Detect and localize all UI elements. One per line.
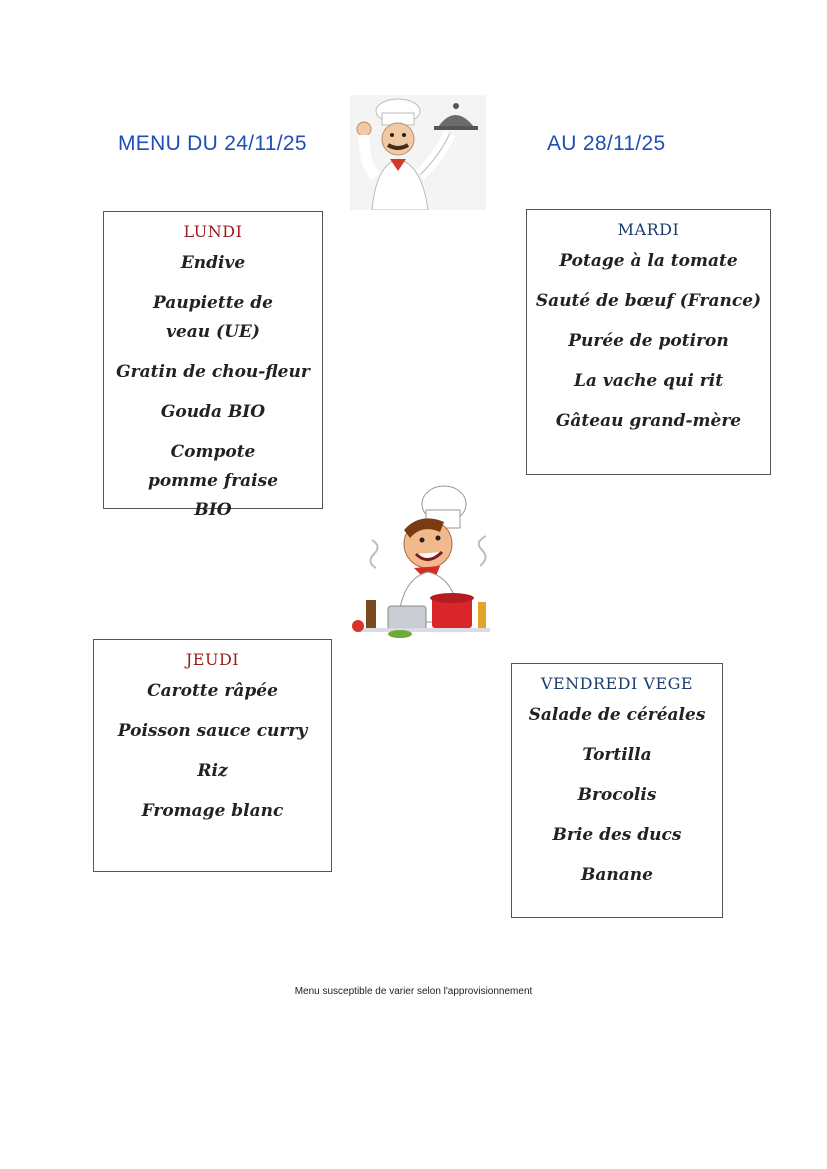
chef-cooking-illustration [340, 482, 505, 647]
menu-title-right: AU 28/11/25 [547, 132, 666, 155]
day-card-mardi [526, 209, 771, 475]
dish-item: Brocolis [577, 785, 657, 805]
dish-item: Brie des ducs [552, 825, 682, 845]
dish-item: Riz [197, 761, 228, 781]
dish-item: Banane [581, 865, 653, 885]
day-card-lundi [103, 211, 323, 520]
chef-cloche-illustration [350, 95, 486, 210]
dish-item: Potage à la tomate [559, 251, 738, 271]
dish-item: Tortilla [582, 745, 652, 765]
dish-item: La vache qui rit [573, 371, 724, 391]
day-title-jeudi: JEUDI [185, 650, 240, 669]
supply-disclaimer: Menu susceptible de varier selon l'approvisionnement [294, 986, 533, 997]
dish-item: Compote pomme fraise BIO [147, 442, 279, 520]
dish-item: Poisson sauce curry [117, 721, 308, 741]
dish-item: Gratin de chou-fleur [116, 362, 310, 382]
dish-item: Endive [180, 253, 246, 273]
dish-item: Gouda BIO [160, 402, 266, 422]
dish-item: Paupiette de veau (UE) [152, 293, 273, 342]
day-card-vendredi [511, 663, 723, 918]
dish-item: Carotte râpée [147, 681, 278, 701]
day-title-lundi: LUNDI [183, 222, 243, 241]
dish-item: Salade de céréales [528, 705, 706, 725]
dish-item: Sauté de bœuf (France) [535, 291, 762, 311]
dish-item: Purée de potiron [568, 331, 729, 351]
dish-item: Gâteau grand-mère [555, 411, 742, 431]
day-card-jeudi [93, 639, 332, 872]
day-title-vendredi: VENDREDI VEGE [540, 674, 694, 693]
dish-item: Fromage blanc [141, 801, 284, 821]
day-title-mardi: MARDI [617, 220, 680, 239]
menu-title-left: MENU DU 24/11/25 [118, 132, 307, 155]
